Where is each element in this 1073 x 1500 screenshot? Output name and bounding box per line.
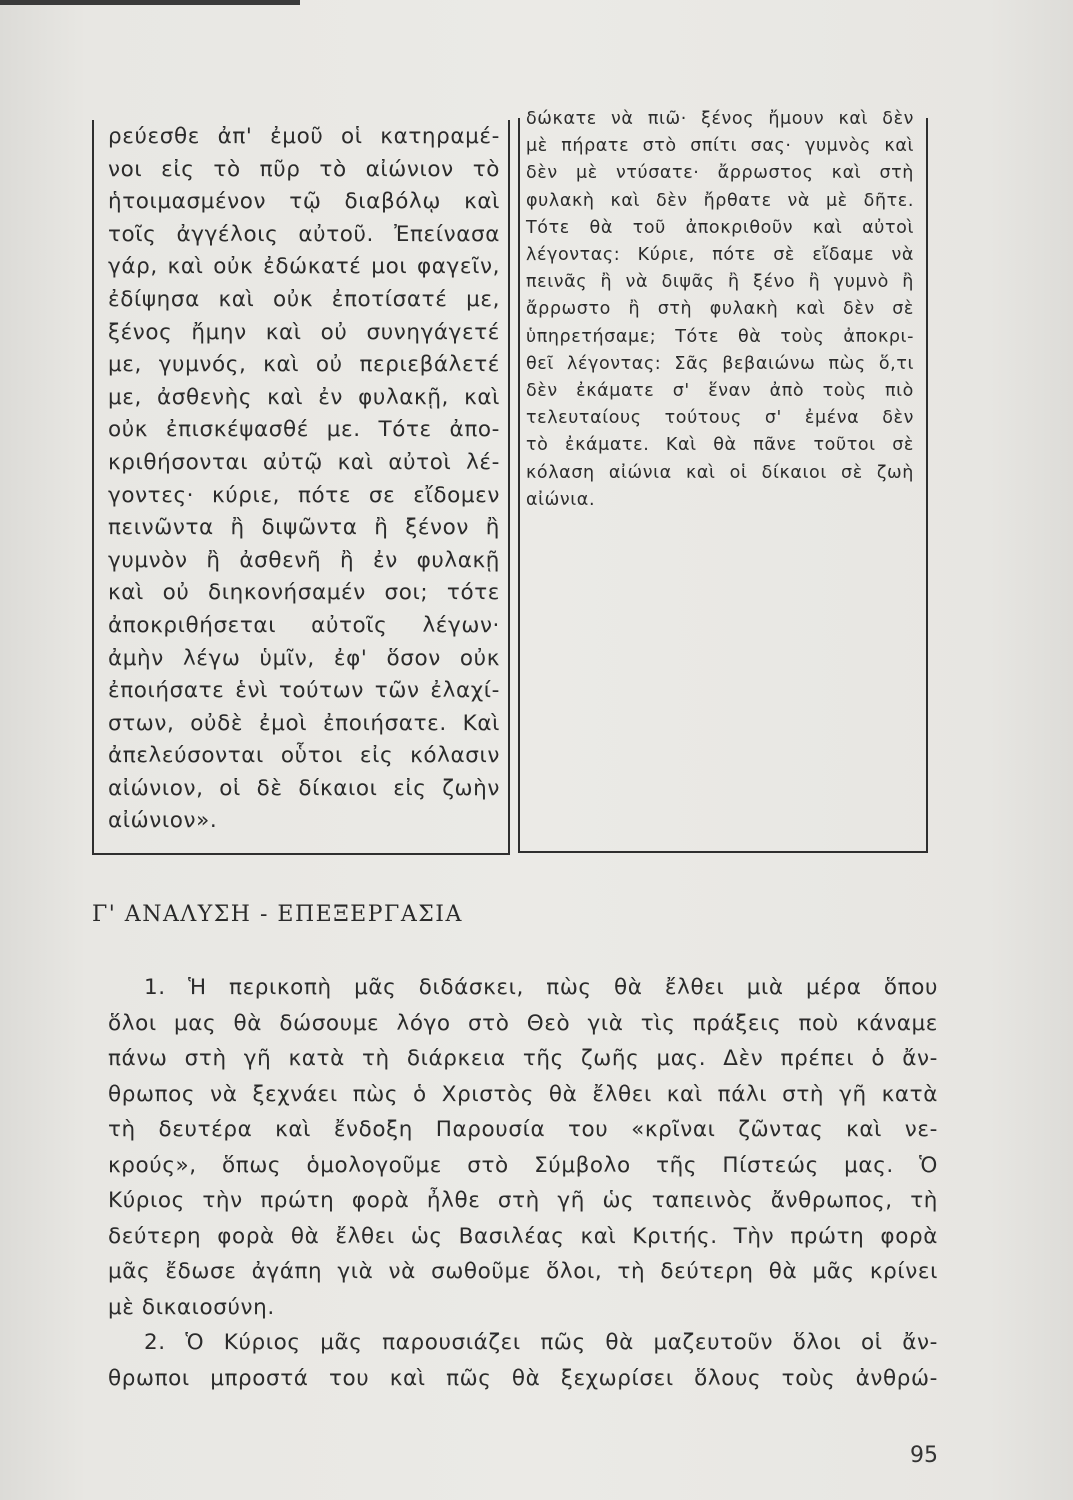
text-line: στων, οὐδὲ ἐμοὶ ἐποιήσατε. Καὶ xyxy=(108,710,500,736)
right-column-modern-translation xyxy=(526,106,914,514)
text-line: αἰώνιον». xyxy=(108,808,218,834)
text-line: πεινῶντα ἢ διψῶντα ἢ ξένον ἢ xyxy=(108,515,500,541)
left-column-greek-original xyxy=(108,121,500,838)
text-line: δὲν ἐκάματε σ' ἕναν ἀπὸ τοὺς πιὸ xyxy=(526,381,914,402)
paragraph-1-line: μὲ δικαιοσύνη. xyxy=(108,1294,275,1320)
text-line: γυμνὸν ἢ ἀσθενῆ ἢ ἐν φυλακῇ xyxy=(108,547,500,573)
paragraph-1-line: θρωπος νὰ ξεχνάει πὼς ὁ Χριστὸς θὰ ἔλθει καὶ πάλι στὴ γῆ κατὰ xyxy=(108,1081,938,1107)
text-line: ρεύεσθε ἀπ' ἐμοῦ οἱ κατηραμέ- xyxy=(108,124,500,149)
text-line: αἰώνιον, οἱ δὲ δίκαιοι εἰς ζωὴν xyxy=(108,775,500,801)
text-line: ὑπηρετήσαμε; Τότε θὰ τοὺς ἀποκρι- xyxy=(526,326,914,347)
text-line: δὲν μὲ ντύσατε· ἄρρωστος καὶ στὴ xyxy=(526,163,914,184)
text-line: οὐκ ἐπισκέψασθέ με. Τότε ἀπο- xyxy=(108,417,500,443)
body-text xyxy=(108,970,938,1396)
text-line: ἐποιήσατε ἑνὶ τούτων τῶν ἐλαχί- xyxy=(108,678,500,704)
paragraph-2-line: θρωποι μπροστά του καὶ πῶς θὰ ξεχωρίσει ὅλους τοὺς ἀνθρώ- xyxy=(108,1365,938,1391)
paragraph-1-line: μᾶς ἔδωσε ἀγάπη γιὰ νὰ σωθοῦμε ὅλοι, τὴ δεύτερη θὰ μᾶς κρίνει xyxy=(108,1259,938,1284)
text-line: τὸ ἐκάματε. Καὶ θὰ πᾶνε τοῦτοι σὲ xyxy=(526,435,914,456)
text-line: δώκατε νὰ πιῶ· ξένος ἤμουν καὶ δὲν xyxy=(526,109,914,129)
text-line: νοι εἰς τὸ πῦρ τὸ αἰώνιον τὸ xyxy=(108,156,500,182)
paragraph-1-line: δεύτερη φορὰ θὰ ἔλθει ὡς Βασιλέας καὶ Κριτής. Τὴν πρώτη φορὰ xyxy=(108,1223,938,1249)
paragraph-2-line: 2. Ὁ Κύριος μᾶς παρουσιάζει πῶς θὰ μαζευτοῦν ὅλοι οἱ ἄν- xyxy=(144,1330,938,1355)
text-line: καὶ οὐ διηκονήσαμέν σοι; τότε xyxy=(108,580,500,606)
text-line: ἀμὴν λέγω ὑμῖν, ἐφ' ὅσον οὐκ xyxy=(108,645,500,671)
text-line: θεῖ λέγοντας: Σᾶς βεβαιώνω πὼς ὅ,τι xyxy=(526,353,914,374)
text-line: γάρ, καὶ οὐκ ἐδώκατέ μοι φαγεῖν, xyxy=(108,254,500,280)
paragraph-1-line: κρούς», ὅπως ὁμολογοῦμε στὸ Σύμβολο τῆς Πίστεώς μας. Ὁ xyxy=(108,1152,938,1178)
text-line: τελευταίους τούτους σ' ἐμένα δὲν xyxy=(526,408,914,429)
text-line: ἀπελεύσονται οὗτοι εἰς κόλασιν xyxy=(108,743,500,769)
paragraph-1-line: πάνω στὴ γῆ κατὰ τὴ διάρκεια τῆς ζωῆς μας. Δὲν πρέπει ὁ ἄν- xyxy=(108,1046,938,1071)
text-line: πεινᾶς ἢ νὰ διψᾶς ἢ ξένο ἢ γυμνὸ ἢ xyxy=(526,272,914,293)
text-line: ἄρρωστο ἢ στὴ φυλακὴ καὶ δὲν σὲ xyxy=(526,299,914,320)
text-line: ἡτοιμασμένον τῷ διαβόλῳ καὶ xyxy=(108,189,500,215)
text-line: τοῖς ἀγγέλοις αὐτοῦ. Ἐπείνασα xyxy=(108,221,500,247)
text-line: ξένος ἤμην καὶ οὐ συνηγάγετέ xyxy=(108,319,500,345)
text-line: γοντες· κύριε, πότε σε εἴδομεν xyxy=(108,482,500,508)
top-rule xyxy=(0,0,300,5)
text-line: Τότε θὰ τοῦ ἀποκριθοῦν καὶ αὐτοὶ xyxy=(526,217,914,238)
text-line: μὲ πήρατε στὸ σπίτι σας· γυμνὸς καὶ xyxy=(526,136,914,157)
text-line: ἐδίψησα καὶ οὐκ ἐποτίσατέ με, xyxy=(108,286,500,312)
text-line: φυλακὴ καὶ δὲν ἤρθατε νὰ μὲ δῆτε. xyxy=(526,190,914,211)
text-line: λέγοντας: Κύριε, πότε σὲ εἴδαμε νὰ xyxy=(526,245,914,266)
text-line: κόλαση αἰώνια καὶ οἱ δίκαιοι σὲ ζωὴ xyxy=(526,462,914,483)
text-line: ἀποκριθήσεται αὐτοῖς λέγων· xyxy=(108,612,500,638)
paragraph-1-line: Κύριος τὴν πρώτη φορὰ ἦλθε στὴ γῆ ὡς ταπεινὸς ἄνθρωπος, τὴ xyxy=(108,1188,938,1213)
section-heading: Γ' ΑΝΑΛΥΣΗ - ΕΠΕΞΕΡΓΑΣΙΑ xyxy=(92,902,463,927)
text-line: με, γυμνός, καὶ οὐ περιεβάλετέ xyxy=(108,352,500,378)
paragraph-1-line: ὅλοι μας θὰ δώσουμε λόγο στὸ Θεὸ γιὰ τὶς πράξεις ποὺ κάναμε xyxy=(108,1010,938,1036)
paragraph-1-line: τὴ δευτέρα καὶ ἔνδοξη Παρουσία του «κρῖναι ζῶντας καὶ νε- xyxy=(108,1117,938,1142)
text-line: κριθήσονται αὐτῷ καὶ αὐτοὶ λέ- xyxy=(108,449,500,475)
text-line: αἰώνια. xyxy=(526,489,596,510)
page-number: 95 xyxy=(910,1443,938,1468)
text-line: με, ἀσθενὴς καὶ ἐν φυλακῇ, καὶ xyxy=(108,384,500,410)
paragraph-1-line: 1. Ἡ περικοπὴ μᾶς διδάσκει, πὼς θὰ ἔλθει μιὰ μέρα ὅπου xyxy=(144,975,938,1000)
